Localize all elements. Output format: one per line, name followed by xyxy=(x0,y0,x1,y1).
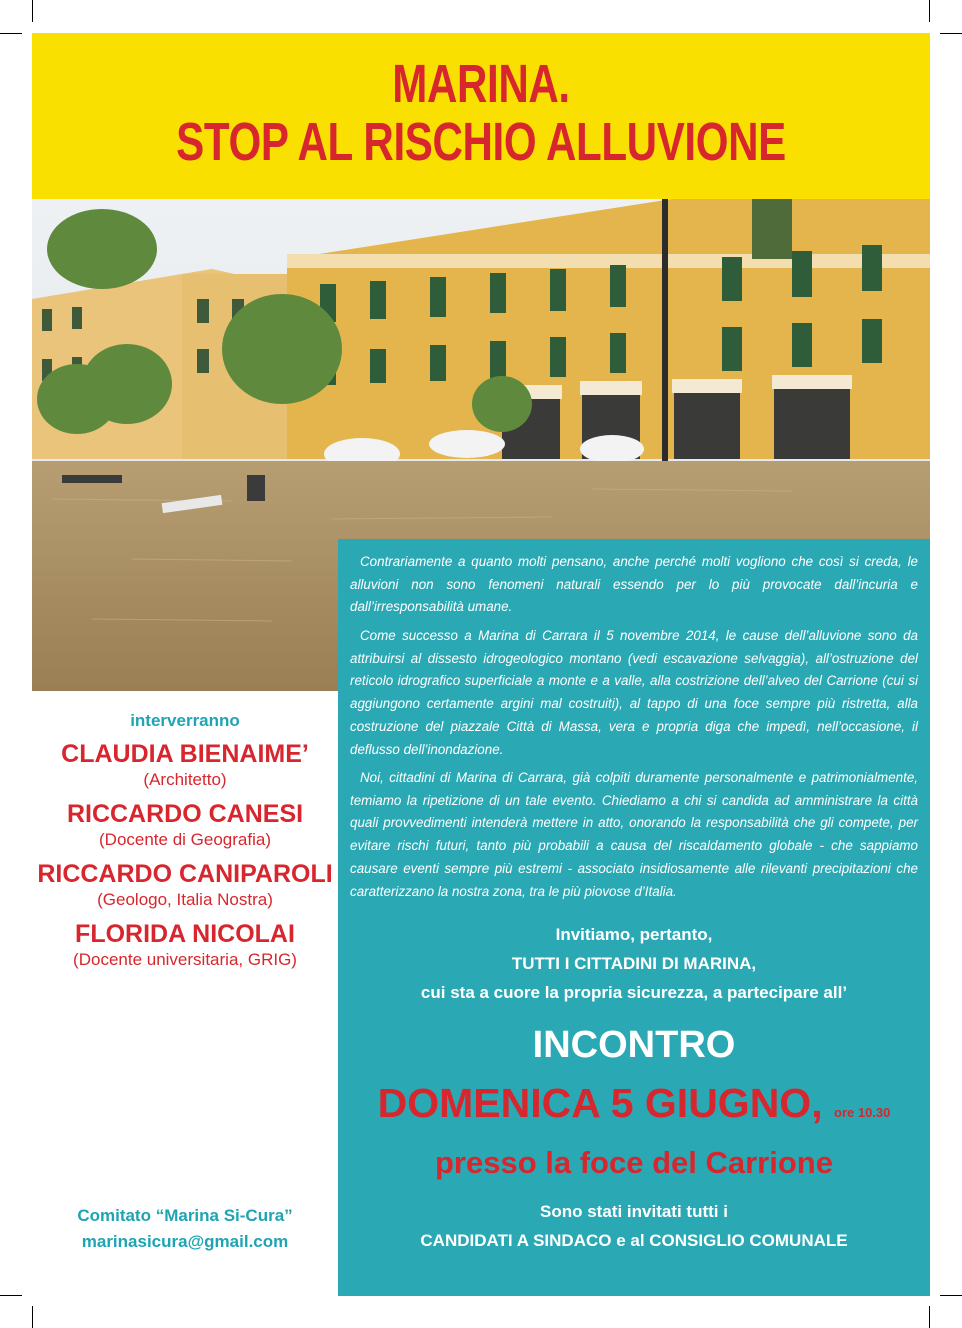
info-box xyxy=(338,539,930,1296)
speaker-name: CLAUDIA BIENAIME’ xyxy=(61,740,309,768)
event-date-text: DOMENICA 5 GIUGNO, xyxy=(377,1080,823,1126)
speakers-heading: interverranno xyxy=(130,711,240,730)
crop-mark xyxy=(940,33,962,34)
committee-email[interactable]: marinasicura@gmail.com xyxy=(81,1232,289,1251)
speaker-name: RICCARDO CANESI xyxy=(66,800,304,828)
crop-mark xyxy=(929,1306,930,1328)
title-line-2: STOP AL RISCHIO ALLUVIONE xyxy=(176,112,786,172)
crop-mark xyxy=(0,1295,22,1296)
committee-block xyxy=(32,1203,338,1255)
crop-mark xyxy=(940,1295,962,1296)
speaker-role: (Architetto) xyxy=(143,770,227,789)
event-date xyxy=(338,1079,930,1137)
note-line-1: Sono stati invitati tutti i xyxy=(540,1202,728,1221)
title-line-1: MARINA. xyxy=(392,54,570,114)
speaker-name: RICCARDO CANIPAROLI xyxy=(37,860,333,888)
invite-line-1: Invitiamo, pertanto, xyxy=(555,925,713,944)
event-time: ore 10.30 xyxy=(834,1105,891,1120)
title-banner xyxy=(32,33,930,199)
crop-mark xyxy=(32,1306,33,1328)
request-paragraph: Noi, cittadini di Marina di Carrara, già colpiti duramente personalmente e patrimonialmente, temiamo la ripetizione di un tale evento. Chiediamo a chi si candida ad amministrare la città quali provvedimenti intenderà mettere in atto, onorando la responsabilità che gli compete, per evitare rischi futuri, tanto più probabili a causa del riscaldamento globale - che sappiamo causare eventi sempre più estremi - associato insidiosamente alle rilevanti precipitazioni che caratterizzano la nostra zona, tra le più piovose d’Italia. xyxy=(350,770,918,899)
speaker-name: FLORIDA NICOLAI xyxy=(75,920,295,948)
crop-mark xyxy=(0,33,22,34)
crop-mark xyxy=(32,0,33,22)
intro-paragraph: Contrariamente a quanto molti pensano, anche perché molti vogliono che così si creda, le alluvioni non sono fenomeni naturali essendo per lo più provocate dall’incuria e dall’irresponsabilità umane. xyxy=(350,554,918,615)
note-line-2: CANDIDATI A SINDACO e al CONSIGLIO COMUNALE xyxy=(420,1231,848,1250)
speaker-role: (Geologo, Italia Nostra) xyxy=(97,890,273,909)
event-place: presso la foce del Carrione xyxy=(435,1145,833,1180)
event-title: INCONTRO xyxy=(532,1024,736,1066)
invite-line-2: TUTTI I CITTADINI DI MARINA, xyxy=(511,954,757,973)
speakers-list xyxy=(32,711,338,979)
poster xyxy=(32,33,930,1296)
speaker-role: (Docente universitaria, GRIG) xyxy=(73,950,297,969)
invite-line-3: cui sta a cuore la propria sicurezza, a partecipare all’ xyxy=(420,983,848,1002)
causes-paragraph: Come successo a Marina di Carrara il 5 novembre 2014, le cause dell’alluvione sono da attribuirsi al dissesto idrogeologico montano (vedi escavazione selvaggia), all’ostruzione del reticolo idrografico superficiale a monte e a valle, alla costrizione dell’alveo del Carrione (cui si aggiungono certamente argini mal costruiti), al tappo di una foce sempre più ristretta, alla costruzione del piazzale Città di Massa, vera e propria diga che impedì, nell’occasione, il deflusso dell’inondazione. xyxy=(350,628,918,757)
speaker-role: (Docente di Geografia) xyxy=(99,830,271,849)
crop-mark xyxy=(929,0,930,22)
committee-name: Comitato “Marina Si-Cura” xyxy=(77,1206,293,1225)
